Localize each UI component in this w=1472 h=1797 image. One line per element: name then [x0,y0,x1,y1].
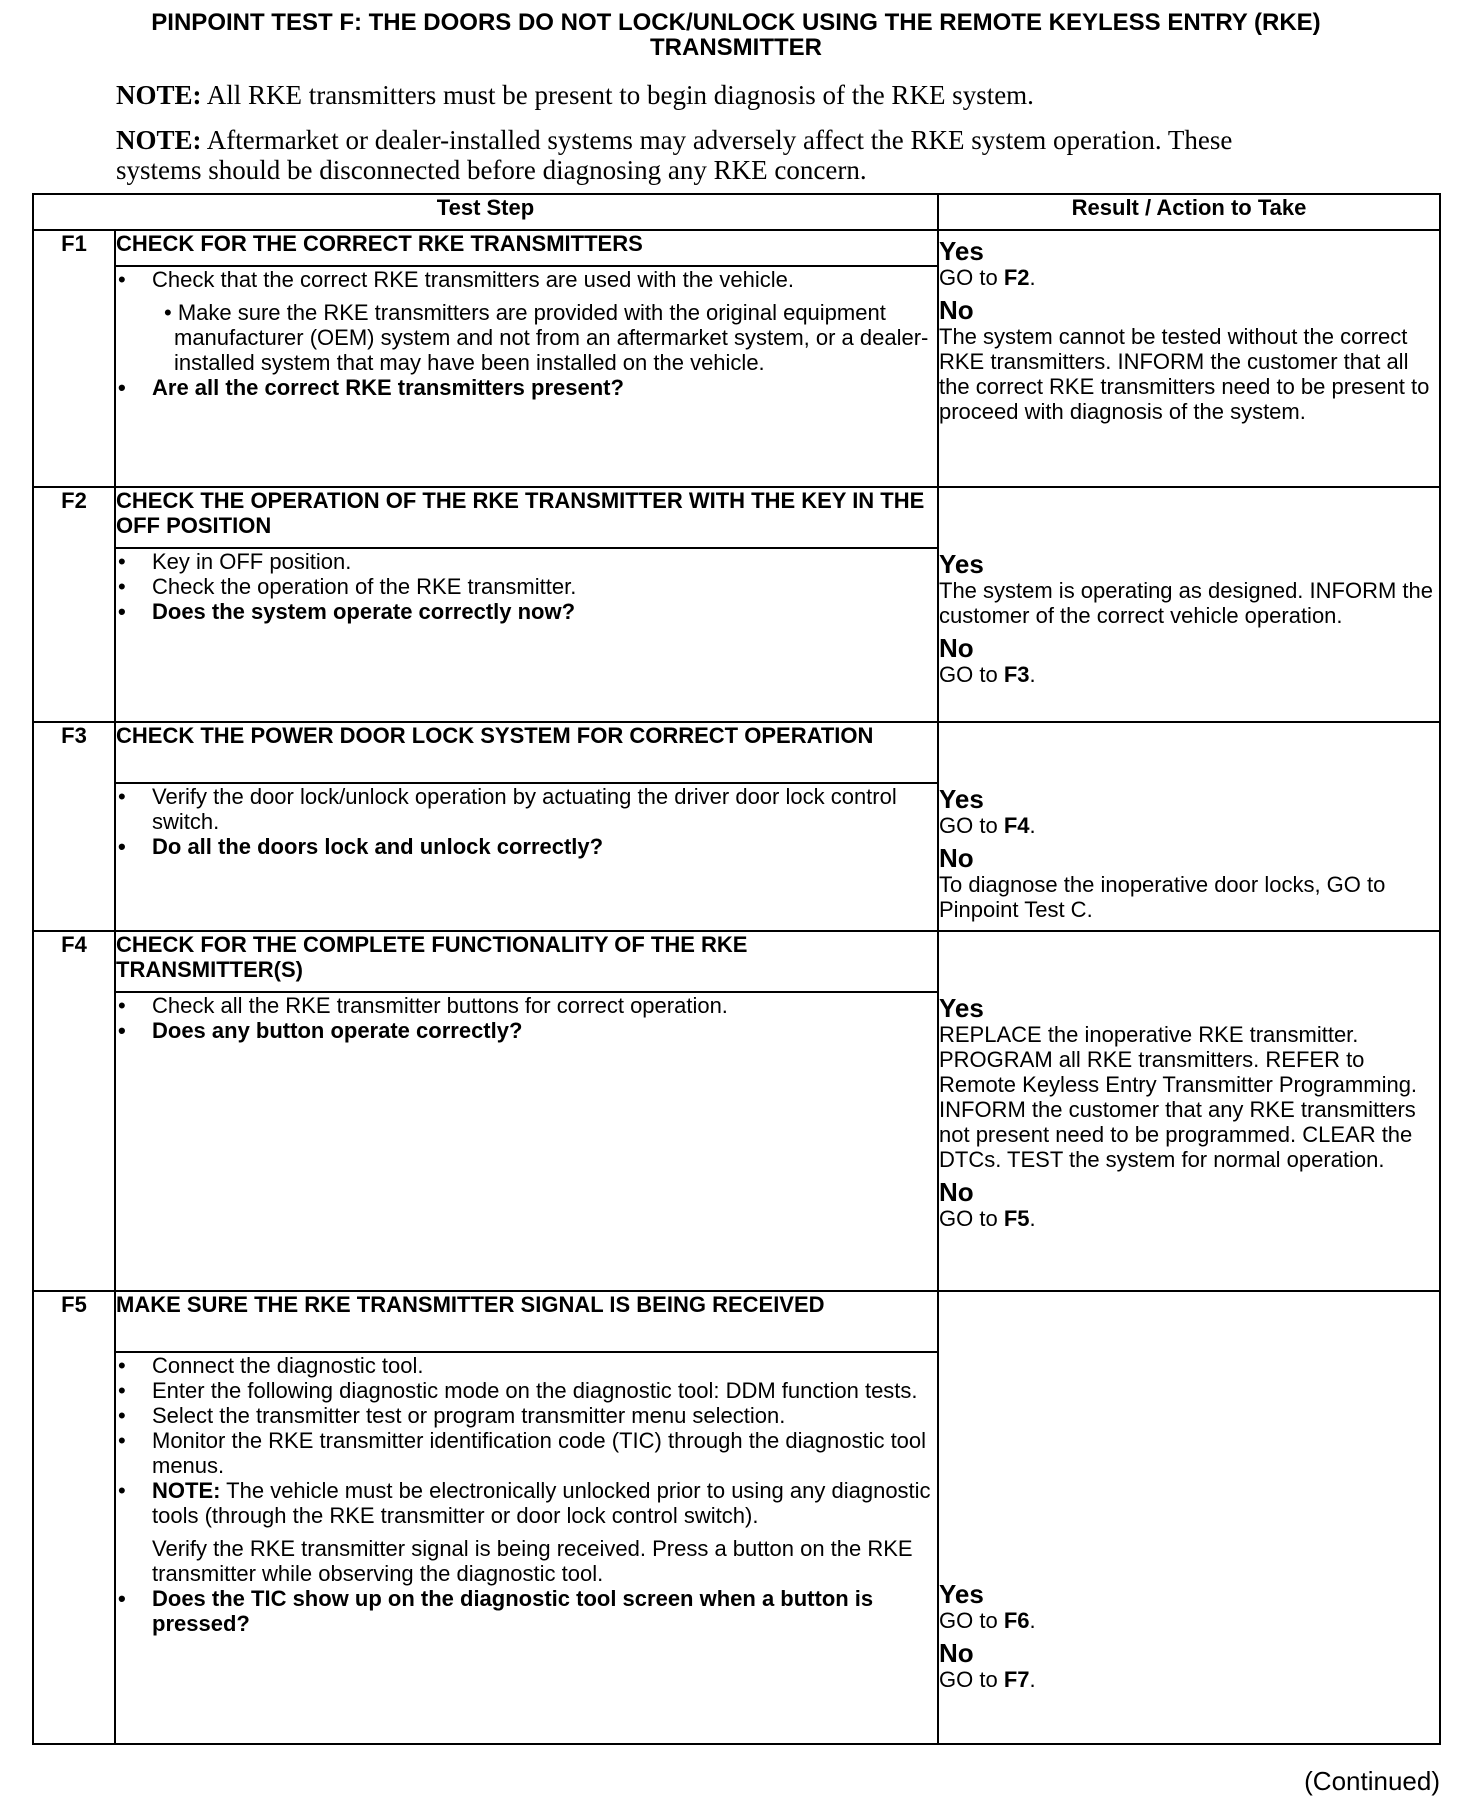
step-result [938,1291,1440,1744]
step-body [115,1352,938,1744]
result-yes-text: GO to F6. [939,1608,1036,1633]
step-heading: CHECK THE POWER DOOR LOCK SYSTEM FOR CORRECT OPERATION [115,722,938,783]
result-no-text: To diagnose the inoperative door locks, GO to Pinpoint Test C. [939,872,1386,922]
step-bullet: • Select the transmitter test or program transmitter menu selection. [116,1403,937,1428]
result-no-label: No [939,1177,974,1207]
step-result [938,487,1440,722]
result-yes-text: GO to F4. [939,813,1036,838]
result-yes-label: Yes [939,784,984,814]
step-header-row [33,1291,1440,1352]
step-header-row [33,722,1440,783]
step-question: • Do all the doors lock and unlock correctly? [116,834,937,859]
title-line-2: TRANSMITTER [650,34,822,61]
result-yes-text: The system is operating as designed. INFORM the customer of the correct vehicle operation. [939,578,1433,628]
step-question: • Does the TIC show up on the diagnostic tool screen when a button is pressed? [116,1586,937,1636]
step-question: • Does the system operate correctly now? [116,599,937,624]
result-yes-text: GO to F2. [939,265,1036,290]
result-yes-label: Yes [939,1579,984,1609]
step-bullet: • Enter the following diagnostic mode on the diagnostic tool: DDM function tests. [116,1378,937,1403]
step-heading: MAKE SURE THE RKE TRANSMITTER SIGNAL IS BEING RECEIVED [115,1291,938,1352]
result-no-label: No [939,1638,974,1668]
result-no-label: No [939,843,974,873]
step-id: F5 [33,1291,115,1744]
continued-label: (Continued) [1304,1766,1440,1796]
step-id: F4 [33,931,115,1291]
result-no-label: No [939,295,974,325]
step-heading: CHECK THE OPERATION OF THE RKE TRANSMITTER WITH THE KEY IN THE OFF POSITION [115,487,938,548]
step-header-row [33,230,1440,266]
step-bullet-note: • NOTE: The vehicle must be electronically unlocked prior to using any diagnostic tools (through the RKE transmitter or door lock control switch). [116,1478,937,1528]
step-body [115,548,938,722]
col-header-test-step: Test Step [33,194,938,230]
table-header-row [33,194,1440,230]
step-bullet: • Check that the correct RKE transmitters are used with the vehicle. [116,267,937,292]
result-yes-text: REPLACE the inoperative RKE transmitter. PROGRAM all RKE transmitters. REFER to Remote Keyless Entry Transmitter Programming. INFORM the customer that any RKE transmitters not present need to be programmed. CLEAR the DTCs. TEST the system for normal operation. [939,1022,1418,1172]
note-label: NOTE: [116,125,202,155]
step-bullet: • Monitor the RKE transmitter identification code (TIC) through the diagnostic tool menus. [116,1428,937,1478]
step-result [938,931,1440,1291]
col-header-result: Result / Action to Take [938,194,1440,230]
step-bullet: • Check all the RKE transmitter buttons for correct operation. [116,993,937,1018]
title-line-1: PINPOINT TEST F: THE DOORS DO NOT LOCK/UNLOCK USING THE REMOTE KEYLESS ENTRY (RKE) [151,9,1321,36]
step-result [938,722,1440,931]
note-text: All RKE transmitters must be present to begin diagnosis of the RKE system. [206,80,1034,110]
note-label: NOTE: [116,80,202,110]
step-body [115,783,938,931]
result-no-text: GO to F7. [939,1667,1036,1692]
result-yes-label: Yes [939,236,984,266]
step-question: • Does any button operate correctly? [116,1018,937,1043]
result-no-text: GO to F5. [939,1206,1036,1231]
step-id: F2 [33,487,115,722]
step-header-row [33,487,1440,548]
pinpoint-test-table [32,193,1441,1745]
note-text: Aftermarket or dealer-installed systems may adversely affect the RKE system operation. These systems should be disconnected before diagnosing any RKE concern. [116,125,1233,185]
step-header-row [33,931,1440,992]
note-1 [116,80,1236,110]
step-result [938,230,1440,487]
result-no-text: The system cannot be tested without the correct RKE transmitters. INFORM the customer that all the correct RKE transmitters need to be present to proceed with diagnosis of the system. [939,324,1430,424]
step-question: • Are all the correct RKE transmitters present? [116,375,937,400]
step-heading: CHECK FOR THE COMPLETE FUNCTIONALITY OF THE RKE TRANSMITTER(S) [115,931,938,992]
step-body [115,266,938,487]
step-continuation: Verify the RKE transmitter signal is being received. Press a button on the RKE transmitter while observing the diagnostic tool. [152,1536,913,1586]
result-yes-label: Yes [939,993,984,1023]
step-heading: CHECK FOR THE CORRECT RKE TRANSMITTERS [115,230,938,266]
result-no-label: No [939,633,974,663]
result-yes-label: Yes [939,549,984,579]
step-id: F1 [33,230,115,487]
page-title [20,10,1452,60]
step-bullet: • Connect the diagnostic tool. [116,1353,937,1378]
result-no-text: GO to F3. [939,662,1036,687]
note-2 [116,125,1236,185]
step-body [115,992,938,1291]
step-bullet: • Key in OFF position. [116,549,937,574]
step-bullet: • Verify the door lock/unlock operation by actuating the driver door lock control switch. [116,784,937,834]
step-sub-bullet: • Make sure the RKE transmitters are provided with the original equipment manufacturer (OEM) system and not from an aftermarket system, or a dealer-installed system that may have been installed on the vehicle. [164,300,929,375]
step-bullet: • Check the operation of the RKE transmitter. [116,574,937,599]
step-id: F3 [33,722,115,931]
